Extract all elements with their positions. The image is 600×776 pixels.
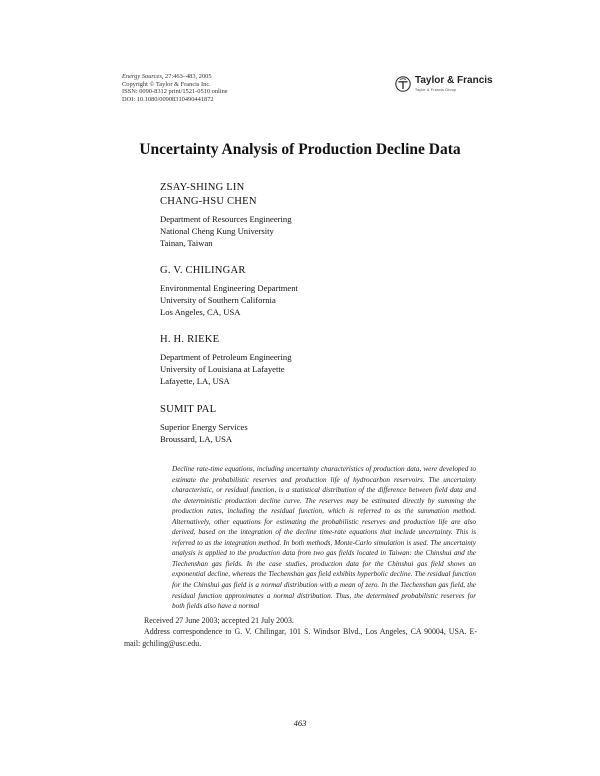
affiliation-line: Environmental Engineering Department xyxy=(160,283,298,293)
affiliation-line: Tainan, Taiwan xyxy=(160,238,213,249)
affiliation xyxy=(160,421,248,445)
publisher-name: Taylor & Francis xyxy=(415,75,493,86)
author-block-2 xyxy=(160,264,298,319)
paper-title: Uncertainty Analysis of Production Decline Data xyxy=(139,141,461,158)
author-block-4 xyxy=(160,403,248,445)
copyright-line: Copyright © Taylor & Francis Inc. xyxy=(122,80,211,88)
correspondence-address: Address correspondence to G. V. Chilingar, 101 S. Windsor Blvd., Los Angeles, CA 90004, USA. E-mail: gchiling@usc.edu. xyxy=(124,627,477,648)
author-block-1 xyxy=(160,181,292,250)
publisher-logo xyxy=(394,74,493,98)
author-name: ZSAY-SHING LIN xyxy=(160,182,245,193)
affiliation-line: University of Southern California xyxy=(160,295,276,306)
author-name: SUMIT PAL xyxy=(160,404,217,415)
author-name: CHANG-HSU CHEN xyxy=(160,196,257,207)
abstract: Decline rate-time equations, including uncertainty characteristics of production data, were developed to estimate the probabilistic reserves and production life of hydrocarbon reservoirs. The uncertainty characteristic, or residual function, is a statistical distribution of the difference between field data and the deterministic production decline curve. The reserves may be estimated directly by summing the production rates, including the residual function, which is referred to as the summation method. Alternatively, other equations for estimating the probabilistic reserves and production life are also derived, based on the integration of the decline time-rate equations that include uncertainty. This is referred to as the integration method. In both methods, Monte-Carlo simulation is used. The uncertainty analysis is applied to the production data from two gas fields located in Taiwan: the Chinshui and the Tiechenshan gas fields. In the case studies, production data for the Chinshui gas field shows an exponential decline, whereas the Tiechenshan gas field exhibits hyperbolic decline. The residual function for the Chinshui gas field is a normal distribution with a mean of zero. In the Tiechenshan gas field, the residual function approximates a normal distribution. Thus, the determined probabilistic reserves for both fields also have a normal xyxy=(172,465,476,611)
doi-line: DOI: 10.1080/00908310490441872 xyxy=(122,95,214,103)
affiliation-line: Lafayette, LA, USA xyxy=(160,376,230,387)
affiliation-line: Broussard, LA, USA xyxy=(160,434,233,445)
publisher-tagline: Taylor & Francis Group xyxy=(415,88,457,92)
affiliation xyxy=(160,282,298,319)
affiliation-line: Los Angeles, CA, USA xyxy=(160,307,241,318)
affiliation-line: Department of Petroleum Engineering xyxy=(160,352,292,362)
footnotes xyxy=(124,615,477,649)
page-number: 463 xyxy=(293,718,307,728)
author-name: G. V. CHILINGAR xyxy=(160,265,246,276)
author-name: H. H. RIEKE xyxy=(160,334,220,345)
journal-line xyxy=(122,73,228,81)
affiliation xyxy=(160,213,292,250)
affiliation-line: University of Louisiana at Lafayette xyxy=(160,364,285,375)
issn-line: ISSN: 0090-8312 print/1521-0510 online xyxy=(122,88,228,96)
affiliation-line: Superior Energy Services xyxy=(160,422,248,432)
affiliation-line: Department of Resources Engineering xyxy=(160,214,292,224)
journal-name: Energy Sources, xyxy=(122,73,164,80)
received-date: Received 27 June 2003; accepted 21 July 2003. xyxy=(144,616,294,625)
author-block-3 xyxy=(160,333,292,388)
journal-volume: 27:463–483, 2005 xyxy=(163,73,212,80)
affiliation xyxy=(160,351,292,388)
journal-citation-block xyxy=(122,73,228,103)
affiliation-line: National Cheng Kung University xyxy=(160,226,274,237)
taylor-francis-logo-icon xyxy=(394,75,412,93)
